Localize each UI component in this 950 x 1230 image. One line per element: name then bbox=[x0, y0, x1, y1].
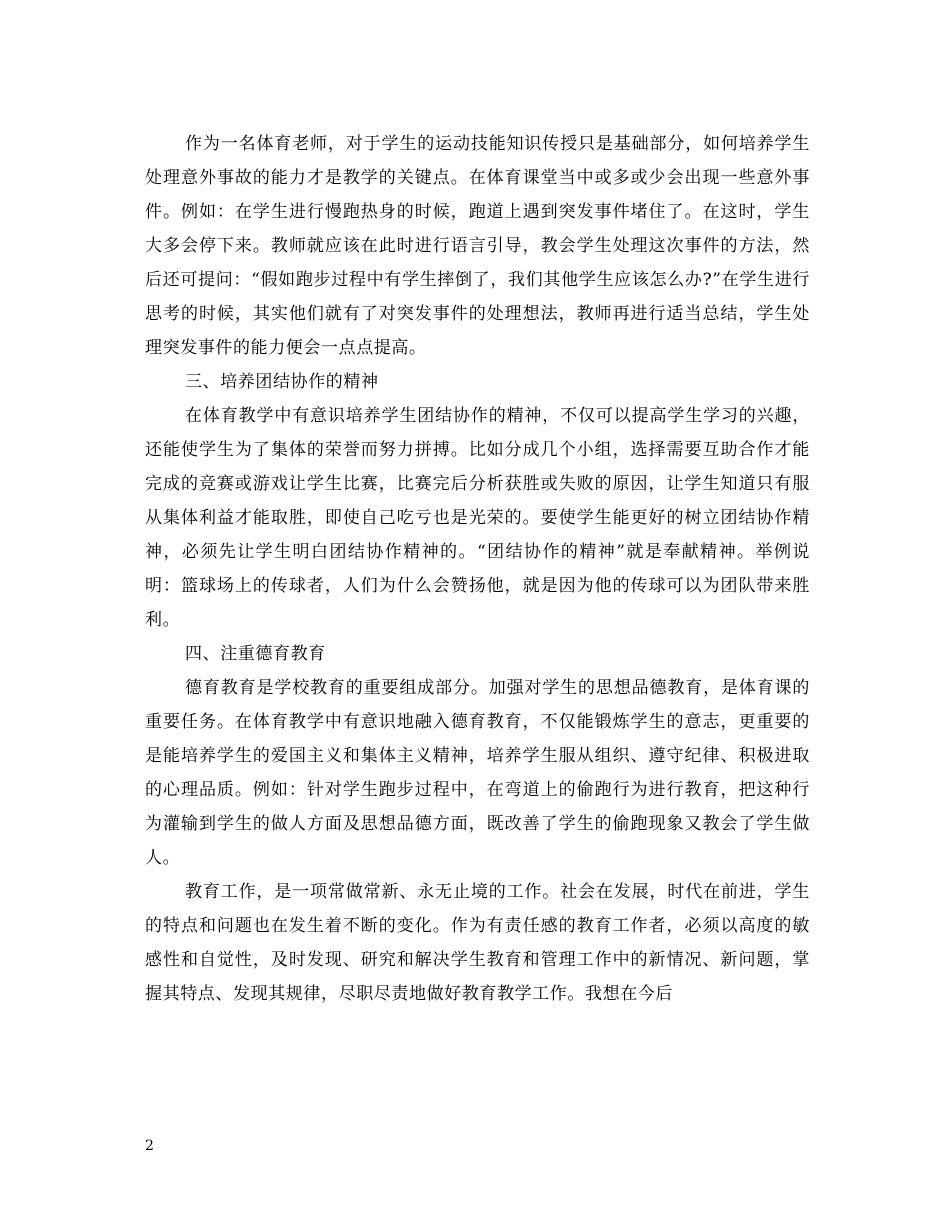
paragraph-emergency-handling: 作为一名体育老师，对于学生的运动技能知识传授只是基础部分，如何培养学生处理意外事故的能力才是教学的关键点。在体育课堂当中或多或少会出现一些意外事件。例如：在学生进行慢跑热身的时候，跑道上遇到突发事件堵住了。在这时，学生大多会停下来。教师就应该在此时进行语言引导，教会学生处理这次事件的方法，然后还可提问：“假如跑步过程中有学生摔倒了，我们其他学生应该怎么办?”在学生进行思考的时候，其实他们就有了对突发事件的处理想法，教师再进行适当总结，学生处理突发事件的能力便会一点点提高。 bbox=[145, 134, 810, 358]
document-body bbox=[145, 127, 810, 1011]
page-number: 2 bbox=[145, 1138, 154, 1154]
paragraph-conclusion: 教育工作，是一项常做常新、永无止境的工作。社会在发展，时代在前进，学生的特点和问题也在发生着不断的变化。作为有责任感的教育工作者，必须以高度的敏感性和自觉性，及时发现、研究和解决学生教育和管理工作中的新情况、新问题，掌握其特点、发现其规律，尽职尽责地做好教育教学工作。我想在今后 bbox=[145, 882, 810, 1004]
section-heading-teamwork: 三、培养团结协作的精神 bbox=[185, 372, 379, 392]
paragraph-moral-education: 德育教育是学校教育的重要组成部分。加强对学生的思想品德教育，是体育课的重要任务。在体育教学中有意识地融入德育教育，不仅能锻炼学生的意志，更重要的是能培养学生的爱国主义和集体主义精神，培养学生服从组织、遵守纪律、积极进取的心理品质。例如：针对学生跑步过程中，在弯道上的偷跑行为进行教育，把这种行为灌输到学生的做人方面及思想品德方面，既改善了学生的偷跑现象又教会了学生做人。 bbox=[145, 678, 810, 868]
paragraph-teamwork: 在体育教学中有意识培养学生团结协作的精神，不仅可以提高学生学习的兴趣，还能使学生为了集体的荣誉而努力拼搏。比如分成几个小组，选择需要互助合作才能完成的竞赛或游戏让学生比赛，比赛完后分析获胜或失败的原因，让学生知道只有服从集体利益才能取胜，即使自己吃亏也是光荣的。要使学生能更好的树立团结协作精神，必须先让学生明白团结协作精神的。“团结协作的精神”就是奉献精神。举例说明：篮球场上的传球者，人们为什么会赞扬他，就是因为他的传球可以为团队带来胜利。 bbox=[145, 406, 810, 630]
section-heading-moral-education: 四、注重德育教育 bbox=[185, 644, 326, 664]
